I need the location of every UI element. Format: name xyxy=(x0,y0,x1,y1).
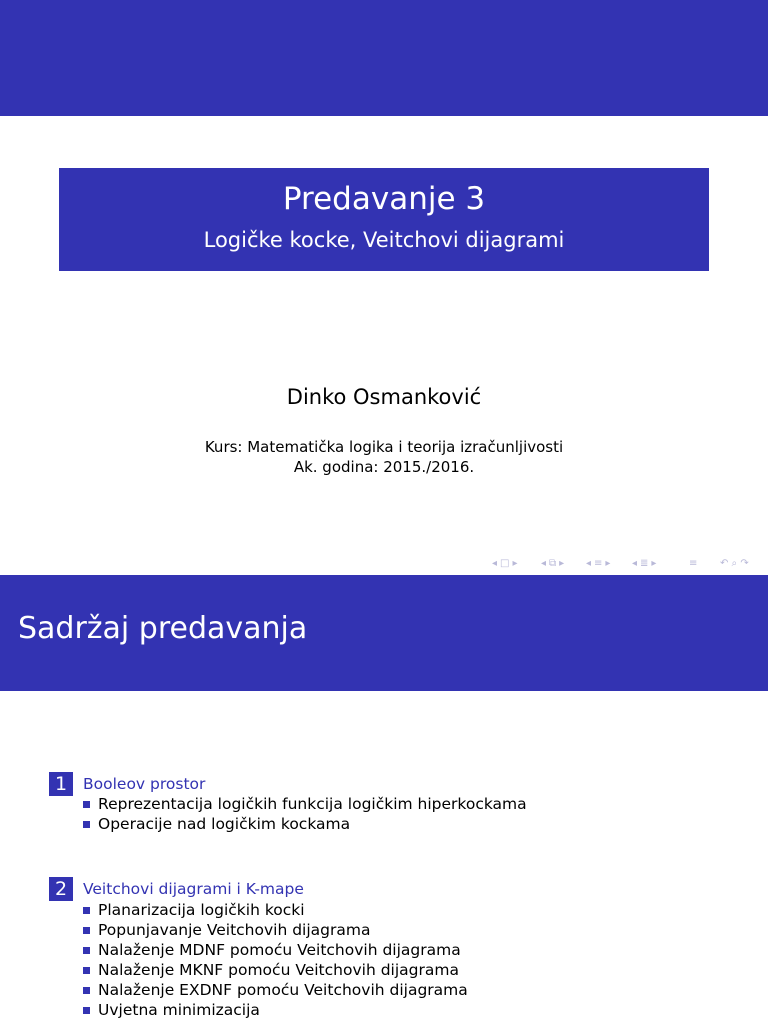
subsection-item[interactable] xyxy=(83,920,370,940)
frame-next-icon[interactable]: ▸ xyxy=(512,558,518,569)
bullet-square-icon xyxy=(83,821,90,828)
section-icon[interactable]: ≡ xyxy=(594,558,603,569)
search-back-forward-icon[interactable]: ↶ ⌕ ↷ xyxy=(720,558,749,569)
subsection-next-icon[interactable]: ▸ xyxy=(651,558,657,569)
subsection-item[interactable] xyxy=(83,794,527,814)
bullet-square-icon xyxy=(83,1007,90,1014)
section-number-badge: 1 xyxy=(49,772,73,796)
subsection-icon[interactable]: ≣ xyxy=(640,558,649,569)
title-box xyxy=(59,168,709,271)
frame-prev-icon[interactable]: ◂ xyxy=(492,558,498,569)
nav-subsection-group xyxy=(632,556,656,572)
bullet-square-icon xyxy=(83,801,90,808)
nav-section-group xyxy=(586,556,610,572)
subsection-item[interactable] xyxy=(83,940,461,960)
section-number-badge: 2 xyxy=(49,877,73,901)
outline-icon[interactable]: ≡ xyxy=(689,558,698,569)
nav-search-group xyxy=(720,556,749,572)
presentation-subtitle: Logičke kocke, Veitchovi dijagrami xyxy=(203,228,565,252)
subsection-item[interactable] xyxy=(83,960,459,980)
frame-icon[interactable]: □ xyxy=(500,558,510,569)
subsection-label: Uvjetna minimizacija xyxy=(98,1001,260,1019)
frame-title: Sadržaj predavanja xyxy=(18,611,308,646)
bullet-square-icon xyxy=(83,987,90,994)
contents-slide xyxy=(0,575,768,1024)
subslide-next-icon[interactable]: ▸ xyxy=(559,558,565,569)
subsection-item[interactable] xyxy=(83,980,468,1000)
bullet-square-icon xyxy=(83,907,90,914)
academic-year: Ak. godina: 2015./2016. xyxy=(293,458,475,476)
nav-subslide-group xyxy=(541,556,564,572)
section-title[interactable]: Veitchovi dijagrami i K-mape xyxy=(83,880,304,898)
section-prev-icon[interactable]: ◂ xyxy=(586,558,592,569)
top-header-bar xyxy=(0,0,768,116)
subslide-icon[interactable]: ⧉ xyxy=(549,558,557,569)
bullet-square-icon xyxy=(83,947,90,954)
nav-frame-group xyxy=(492,556,518,572)
subsection-label: Nalaženje MKNF pomoću Veitchovih dijagrama xyxy=(98,961,459,979)
subsection-item[interactable] xyxy=(83,1000,260,1020)
bullet-square-icon xyxy=(83,967,90,974)
subsection-prev-icon[interactable]: ◂ xyxy=(632,558,638,569)
author-name: Dinko Osmanković xyxy=(286,385,482,409)
subsection-item[interactable] xyxy=(83,900,305,920)
subsection-label: Operacije nad logičkim kockama xyxy=(98,815,351,833)
section-next-icon[interactable]: ▸ xyxy=(605,558,611,569)
subslide-prev-icon[interactable]: ◂ xyxy=(541,558,547,569)
subsection-label: Reprezentacija logičkih funkcija logičkim hiperkockama xyxy=(98,795,527,813)
subsection-label: Planarizacija logičkih kocki xyxy=(98,901,305,919)
bullet-square-icon xyxy=(83,927,90,934)
frame-header-bar xyxy=(0,575,768,691)
subsection-label: Nalaženje EXDNF pomoću Veitchovih dijagrama xyxy=(98,981,468,999)
section-title[interactable]: Booleov prostor xyxy=(83,775,206,793)
presentation-title: Predavanje 3 xyxy=(282,181,486,217)
nav-outline-group xyxy=(689,556,697,572)
subsection-label: Nalaženje MDNF pomoću Veitchovih dijagrama xyxy=(98,941,461,959)
course-info: Kurs: Matematička logika i teorija izračunljivosti xyxy=(204,438,564,456)
subsection-label: Popunjavanje Veitchovih dijagrama xyxy=(98,921,371,939)
subsection-item[interactable] xyxy=(83,814,350,834)
